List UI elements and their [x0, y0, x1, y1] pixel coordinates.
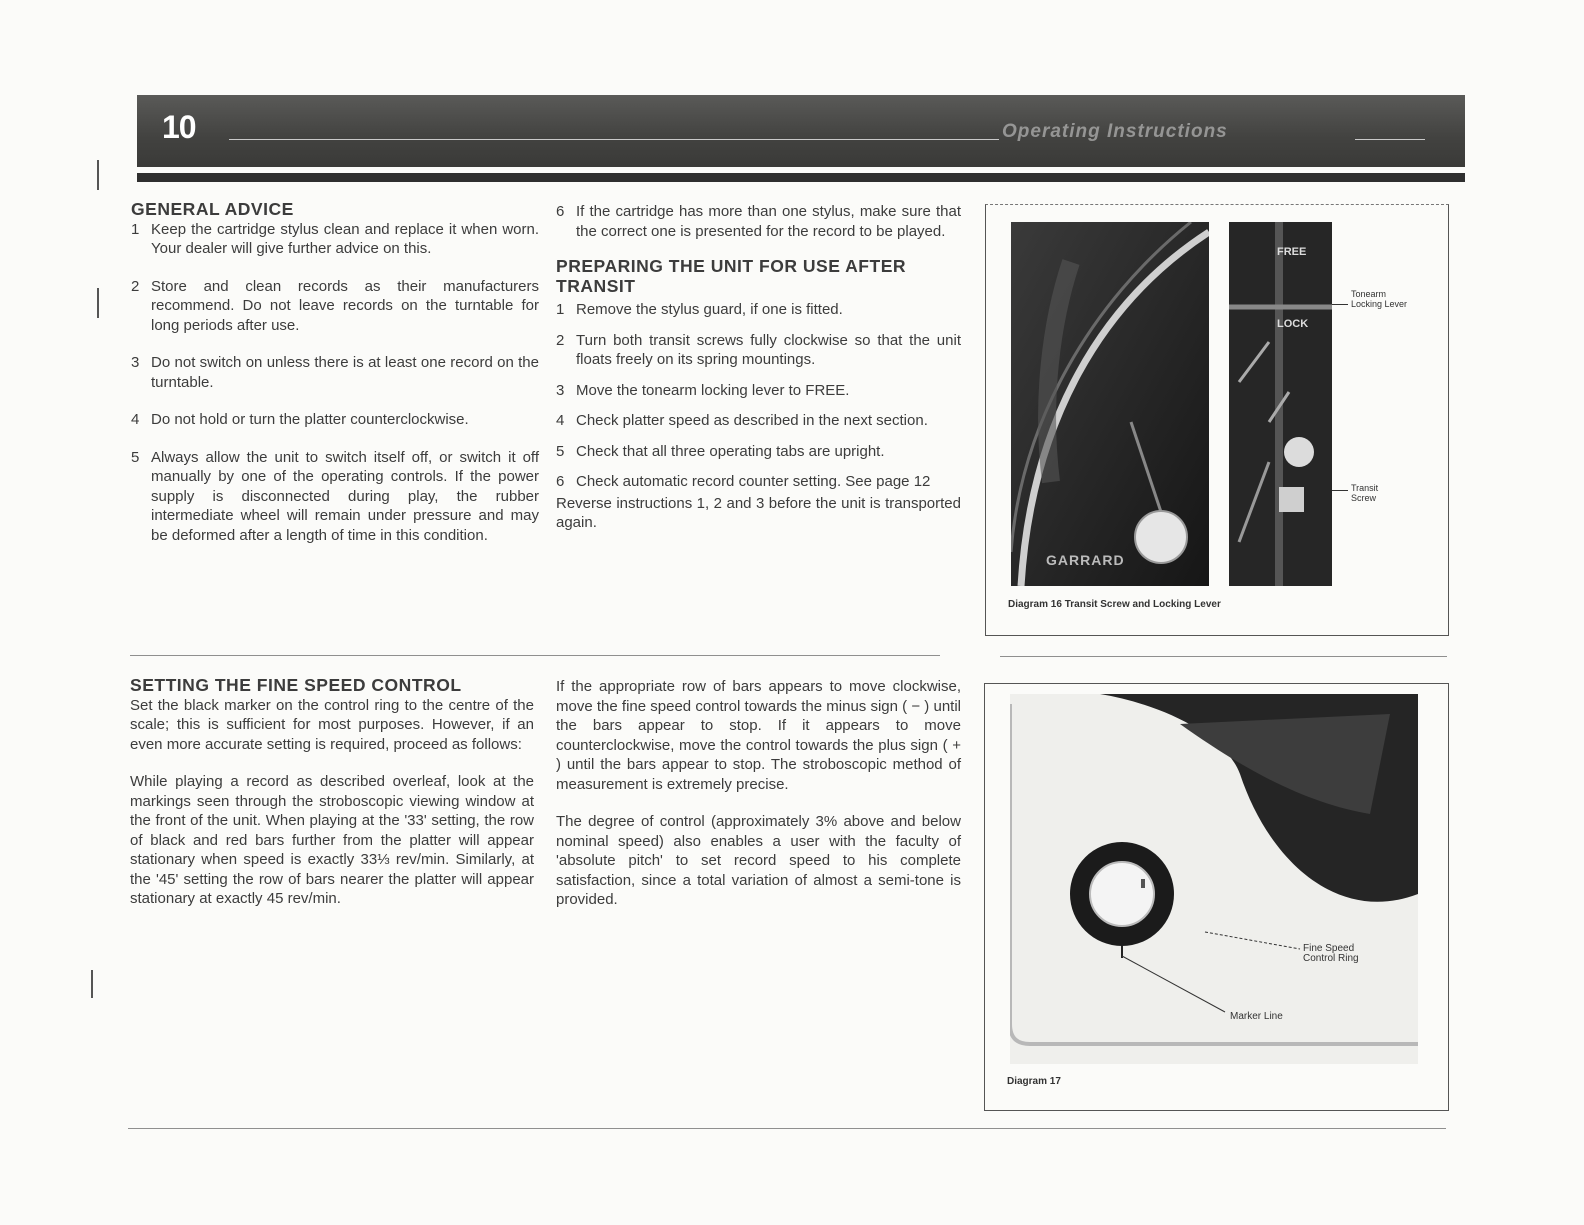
margin-mark	[97, 160, 99, 190]
preparing-section	[556, 202, 961, 533]
header-underline	[137, 173, 1465, 182]
fine-speed-section	[130, 676, 534, 909]
general-advice-heading: GENERAL ADVICE	[131, 199, 294, 219]
lock-label: LOCK	[1277, 318, 1309, 330]
general-advice-list	[131, 220, 539, 546]
list-item: 2 Turn both transit screws fully clockwise so that the unit floats freely on its spring mountings.	[556, 331, 961, 368]
list-item: 3 Move the tonearm locking lever to FREE.	[556, 381, 850, 399]
diagram-16-photo-left	[1011, 222, 1209, 586]
fine-speed-ring-graphic	[1010, 694, 1418, 1064]
diagram-16-photo-right	[1229, 222, 1332, 586]
list-item: 6 Check automatic record counter setting. See page 12	[556, 473, 931, 490]
transit-screw-label: Transit Screw	[1351, 483, 1379, 503]
page-header	[137, 95, 1465, 167]
margin-mark	[97, 288, 99, 318]
diagram-17-caption: Diagram 17	[1007, 1076, 1061, 1087]
fine-speed-para1: Set the black marker on the control ring to the centre of the scale; this is sufficient for most purposes. However, if an even more accurate setting is required, proceed as follows:	[130, 696, 534, 753]
diagram-16-caption: Diagram 16 Transit Screw and Locking Lever	[1008, 599, 1221, 610]
general-advice-section	[131, 200, 539, 545]
transit-callout-line	[1332, 490, 1348, 491]
header-rule-right	[1355, 139, 1425, 140]
fine-speed-para3: If the appropriate row of bars appears to move clockwise, move the fine speed control towards the minus sign ( − ) until the bars appear to stop. If it appears to move counterclockwise, move the control towards the plus sign ( + ) until the bars appear to stop. The stroboscopic method of measurement is extremely precise.	[556, 678, 961, 793]
preparing-list	[556, 300, 961, 492]
page-bottom-rule	[128, 1128, 1446, 1129]
fine-speed-control-ring-label: Fine Speed Control Ring	[1303, 943, 1359, 964]
section-divider	[130, 655, 940, 656]
list-item: 5 Check that all three operating tabs are upright.	[556, 442, 885, 460]
margin-mark	[91, 970, 93, 998]
page-number: 10	[162, 109, 196, 145]
brand-logo: GARRARD	[1046, 552, 1125, 568]
list-item: 6 If the cartridge has more than one stylus, make sure that the correct one is presented for the record to be played.	[556, 203, 961, 240]
platter-edge-graphic	[1011, 222, 1209, 586]
list-item: 5 Always allow the unit to switch itself off, or switch it off manually by one of the operating controls. If the power supply is disconnected during play, the rubber intermediate wheel will remain under pressure and may be deformed after a length of time in this condition.	[131, 448, 539, 544]
preparing-heading: PREPARING THE UNIT FOR USE AFTER TRANSIT	[556, 256, 907, 296]
list-item: 1 Keep the cartridge stylus clean and replace it when worn. Your dealer will give further advice on this.	[131, 220, 539, 257]
fine-speed-section-continued	[556, 677, 961, 910]
general-advice-list-continued	[556, 202, 961, 241]
list-item: 4 Do not hold or turn the platter counterclockwise.	[131, 411, 469, 428]
diagram-16-frame	[985, 204, 1449, 636]
tonearm-callout-line	[1332, 304, 1348, 305]
header-title: Operating Instructions	[1002, 121, 1228, 142]
free-label: FREE	[1277, 246, 1307, 258]
fine-speed-heading: SETTING THE FINE SPEED CONTROL	[130, 675, 462, 695]
section-divider	[1000, 656, 1447, 657]
fine-speed-para4: The degree of control (approximately 3% above and below nominal speed) also enables a user with the faculty of 'absolute pitch' to set record speed to his complete satisfaction, since a total variation of almost a semi-tone is provided.	[556, 813, 961, 908]
list-item: 4 Check platter speed as described in the next section.	[556, 412, 928, 429]
tonearm-locking-lever-label: Tonearm Locking Lever	[1351, 289, 1408, 309]
header-rule	[229, 139, 999, 140]
list-item: 3 Do not switch on unless there is at least one record on the turntable.	[131, 354, 539, 391]
preparing-closing: Reverse instructions 1, 2 and 3 before the unit is transported again.	[556, 494, 961, 531]
list-item: 1 Remove the stylus guard, if one is fitted.	[556, 301, 843, 318]
fine-speed-para2: While playing a record as described overleaf, look at the markings seen through the stroboscopic viewing window at the front of the unit. When playing at the '33' setting, the row of black and red bars further from the platter will appear stationary when speed is exactly 33⅓ rev/min. Similarly, at the '45' setting the row of bars nearer the platter will appear stationary at exactly 45 rev/min.	[130, 773, 534, 907]
diagram-17-photo	[1010, 694, 1418, 1064]
list-item: 2 Store and clean records as their manufacturers recommend. Do not leave records on the turntable for long periods after use.	[131, 277, 539, 334]
locking-lever-graphic	[1229, 222, 1332, 586]
marker-line-label: Marker Line	[1230, 1011, 1283, 1022]
diagram-17-frame	[984, 683, 1449, 1111]
